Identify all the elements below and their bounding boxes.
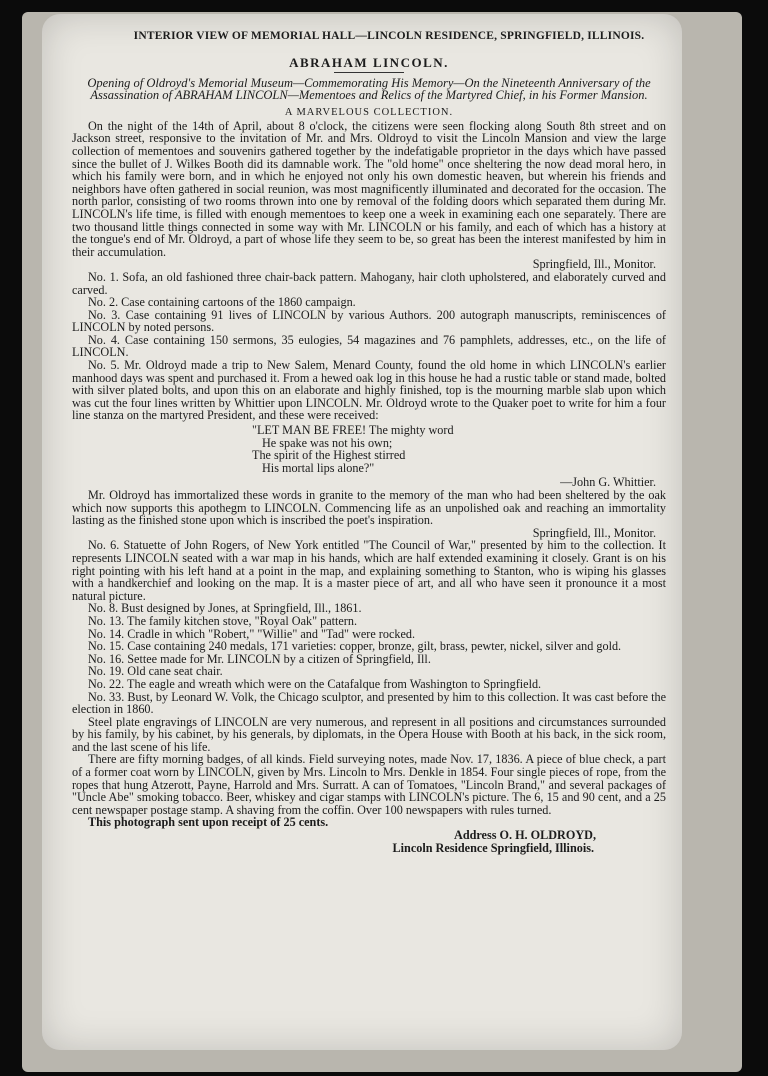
engravings-paragraph: Steel plate engravings of LINCOLN are very numerous, and represent in all positions and circumstances surrounded by his family, by his cabinet, by his generals, by diplomats, in the Opera House with Booth at his back, in the sick room, and the last scene of his life. [72, 714, 666, 754]
verse-line: The spirit of the Highest stirred [252, 448, 406, 463]
document-subtitle: Opening of Oldroyd's Memorial Museum—Commemorating His Memory—On the Nineteenth Anniversary of the Assassination of ABRAHAM LINCOLN—Mementoes and Relics of the Martyred Chief, in his Former Mansion. [87, 76, 651, 103]
list-item: No. 2. Case containing cartoons of the 1860 campaign. [88, 295, 356, 310]
section-heading: A MARVELOUS COLLECTION. [284, 107, 454, 119]
list-item: No. 22. The eagle and wreath which were on the Catafalque from Washington to Springfield. [88, 676, 542, 691]
document-text [72, 30, 666, 1040]
list-item: No. 6. Statuette of John Rogers, of New York entitled "The Council of War," presented by him to the collection. It represents LINCOLN seated with a war map in his hands, which are half extended examining it closely. Grant is on his right pointing with his left hand at a point in the map, and explaining something to Stanton, who is wiping his glasses with a handkerchief and looking on the map. It is a master piece of art, and all who have seen it pronounce it a most natural picture. [72, 538, 666, 603]
list-item: No. 1. Sofa, an old fashioned three chair-back pattern. Mahogany, hair cloth upholstered, and elaborately curved and carved. [72, 269, 666, 297]
verse-line: His mortal lips alone?" [262, 460, 375, 475]
list-item: No. 33. Bust, by Leonard W. Volk, the Chicago sculptor, and presented by him to this collection. It was cast before the election in 1860. [72, 689, 666, 717]
document-header: INTERIOR VIEW OF MEMORIAL HALL—LINCOLN RESIDENCE, SPRINGFIELD, ILLINOIS. [133, 30, 645, 42]
list-item: No. 8. Bust designed by Jones, at Springfield, Ill., 1861. [88, 601, 362, 616]
list-item: No. 19. Old cane seat chair. [88, 664, 223, 679]
source-citation: Springfield, Ill., Monitor. [532, 257, 656, 272]
badges-paragraph: There are fifty morning badges, of all kinds. Field surveying notes, made Nov. 17, 1836. A piece of blue check, a part of a former coat worn by LINCOLN, given by Mrs. Lincoln to Mrs. Denkle in 1854. Four single pieces of rope, from the ropes that hung Atzerott, Payne, Harrold and Mrs. Surratt. A can of Tomatoes, "Lincoln Brand," and several packages of "Uncle Abe" smoking tobacco. Beer, whiskey and cigar stamps with LINCOLN's picture. The 6, 15 and 90 cent, and a 25 cent newspaper postage stamp. A shaving from the coffin. Over 100 newspapers with rules turned. [72, 752, 666, 817]
list-item: No. 16. Settee made for Mr. LINCOLN by a citizen of Springfield, Ill. [88, 651, 431, 666]
source-citation: Springfield, Ill., Monitor. [532, 525, 656, 540]
verse-attribution: —John G. Whittier. [560, 475, 656, 490]
document-title: ABRAHAM LINCOLN. [289, 54, 449, 70]
list-item: No. 4. Case containing 150 sermons, 35 eulogies, 54 magazines and 76 pamphlets, addresses, etc., on the life of LINCOLN. [72, 332, 666, 360]
whittier-verse [72, 424, 666, 474]
granite-paragraph: Mr. Oldroyd has immortalized these words in granite to the memory of the man who had been sheltered by the oak which now supports this apothegm to LINCOLN. Commencing life as an unpolished oak and reaching an immortality lasting as the finished stone upon which is inscribed the poet's inspiration. [72, 488, 666, 528]
closing-note: This photograph sent upon receipt of 25 cents. [88, 815, 329, 830]
list-item: No. 5. Mr. Oldroyd made a trip to New Salem, Menard County, found the old home in which LINCOLN's earlier manhood days was spent and purchased it. From a hewed oak log in this house he had a rustic table or stand made, bolted with silver plated bolts, and upon this on an elaborate and highly finished, top is the mourning marble slab upon which was cut the four lines written by Whittier upon LINCOLN. Mr. Oldroyd wrote to the Quaker poet to write for him a four line stanza on the martyred President, and these were received: [72, 358, 666, 423]
list-item: No. 15. Case containing 240 medals, 171 varieties: copper, bronze, gilt, brass, pewter, nickel, silver and gold. [88, 639, 622, 654]
verse-line: "LET MAN BE FREE! The mighty word [252, 423, 454, 438]
list-item: No. 3. Case containing 91 lives of LINCOLN by various Authors. 200 autograph manuscripts, reminiscences of LINCOLN by noted persons. [72, 307, 666, 335]
list-item: No. 14. Cradle in which "Robert," "Willie" and "Tad" were rocked. [88, 626, 416, 641]
address-line: Lincoln Residence Springfield, Illinois. [392, 840, 594, 855]
title-rule [334, 72, 404, 73]
list-item: No. 13. The family kitchen stove, "Royal Oak" pattern. [88, 613, 357, 628]
address-line: Address O. H. OLDROYD, [454, 828, 596, 843]
verse-line: He spake was not his own; [262, 435, 393, 450]
intro-paragraph: On the night of the 14th of April, about 8 o'clock, the citizens were seen flocking along South 8th street and on Jackson street, responsive to the invitation of Mr. and Mrs. Oldroyd to visit the Lincoln Mansion and view the large collection of mementoes and souvenirs gathered together by the indefatigable proprietor in the days which have passed since the bullet of J. Wilkes Booth did its damnable work. The "old home" once sheltering the now dead moral hero, in which his family were born, and in which he enjoyed not only his own domestic heaven, but wherein his friends and neighbors have often gathered in social reunion, was most magnificently illuminated and decorated for the occasion. The north parlor, consisting of two rooms thrown into one by removal of the folding doors which separated them during Mr. LINCOLN's life time, is filled with enough mementoes to keep one a week in examining each one separately. There are two thousand little things connected in some way with Mr. LINCOLN or his family, and each of which has a history at the tongue's end of Mr. Oldroyd, a part of whose life they seem to be, so great has been the interest manifested by him in their accumulation. [72, 118, 666, 259]
